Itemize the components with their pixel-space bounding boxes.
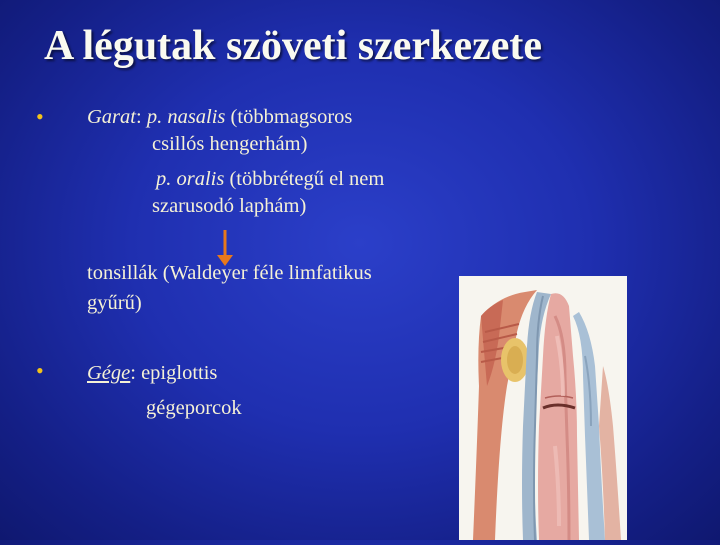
larynx-anatomy-image	[459, 276, 627, 540]
gege-sep: : epiglottis	[130, 362, 218, 384]
tonsil-line-2: gyűrű)	[87, 292, 142, 314]
bullet-gege: •	[36, 358, 44, 383]
gege-label: Gége	[87, 362, 131, 384]
oralis-desc-2: szarusodó laphám)	[152, 195, 307, 217]
gege-line-1	[87, 360, 217, 386]
oralis-term: p. oralis	[156, 168, 225, 190]
garat-line-1	[87, 104, 352, 130]
gege-line-2: gégeporcok	[146, 397, 242, 419]
bullet-garat: •	[36, 104, 44, 129]
oralis-desc-1: (többrétegű el nem	[224, 168, 385, 190]
garat-label: Garat	[87, 106, 136, 128]
garat-sep: :	[135, 106, 147, 128]
nasalis-desc-1: (többmagsoros	[225, 106, 353, 128]
larynx-illustration	[459, 276, 627, 540]
tonsil-line-1: tonsillák (Waldeyer féle limfatikus	[87, 262, 372, 284]
nasalis-desc-2: csillós hengerhám)	[152, 133, 308, 155]
nasalis-term: p. nasalis	[146, 106, 226, 128]
oralis-line-1	[156, 166, 384, 192]
slide-title: A légutak szöveti szerkezete	[44, 23, 542, 69]
